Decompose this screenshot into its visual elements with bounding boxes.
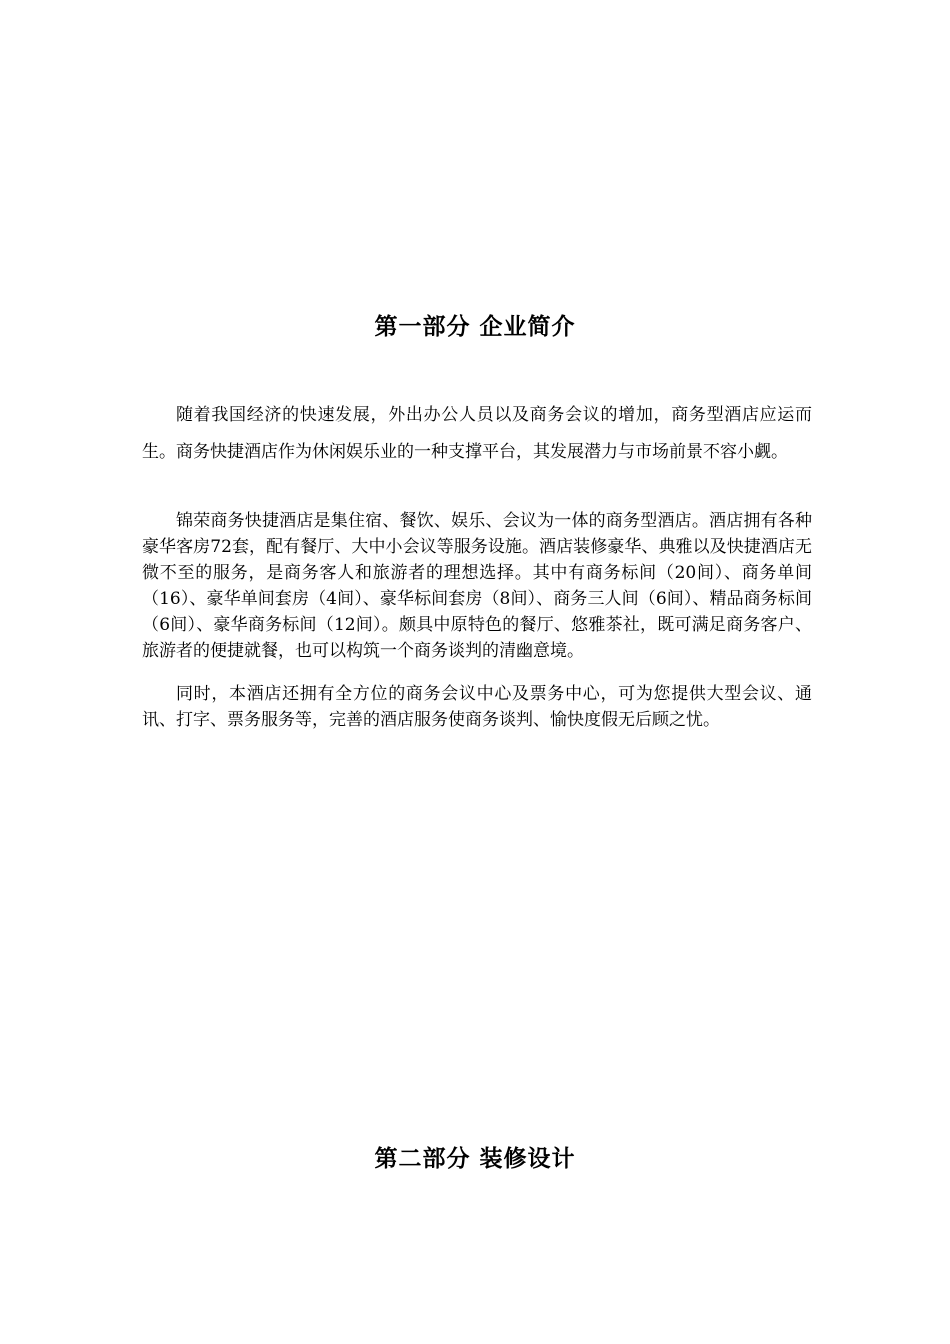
section-1-paragraph-2: 锦荣商务快捷酒店是集住宿、餐饮、娱乐、会议为一体的商务型酒店。酒店拥有各种豪华客房72套，配有餐厅、大中小会议等服务设施。酒店装修豪华、典雅以及快捷酒店无微不至的服务，是商务客人和旅游者的理想选择。其中有商务标间（20间）、商务单间（16）、豪华单间套房（4间）、豪华标间套房（8间）、商务三人间（6间）、精品商务标间（6间）、豪华商务标间（12间）。颇具中原特色的餐厅、悠雅茶社，既可满足商务客户、旅游者的便捷就餐，也可以构筑一个商务谈判的清幽意境。	[142, 511, 812, 661]
section-1-paragraph-3: 同时，本酒店还拥有全方位的商务会议中心及票务中心，可为您提供大型会议、通讯、打字、票务服务等，完善的酒店服务使商务谈判、愉快度假无后顾之忧。	[142, 684, 812, 730]
section-2-heading: 第二部分 装修设计	[374, 1146, 576, 1172]
section-1-heading: 第一部分 企业简介	[374, 314, 576, 340]
section-1-paragraph-1: 随着我国经济的快速发展，外出办公人员以及商务会议的增加，商务型酒店应运而生。商务快捷酒店作为休闲娱乐业的一种支撑平台，其发展潜力与市场前景不容小觑。	[142, 405, 812, 462]
